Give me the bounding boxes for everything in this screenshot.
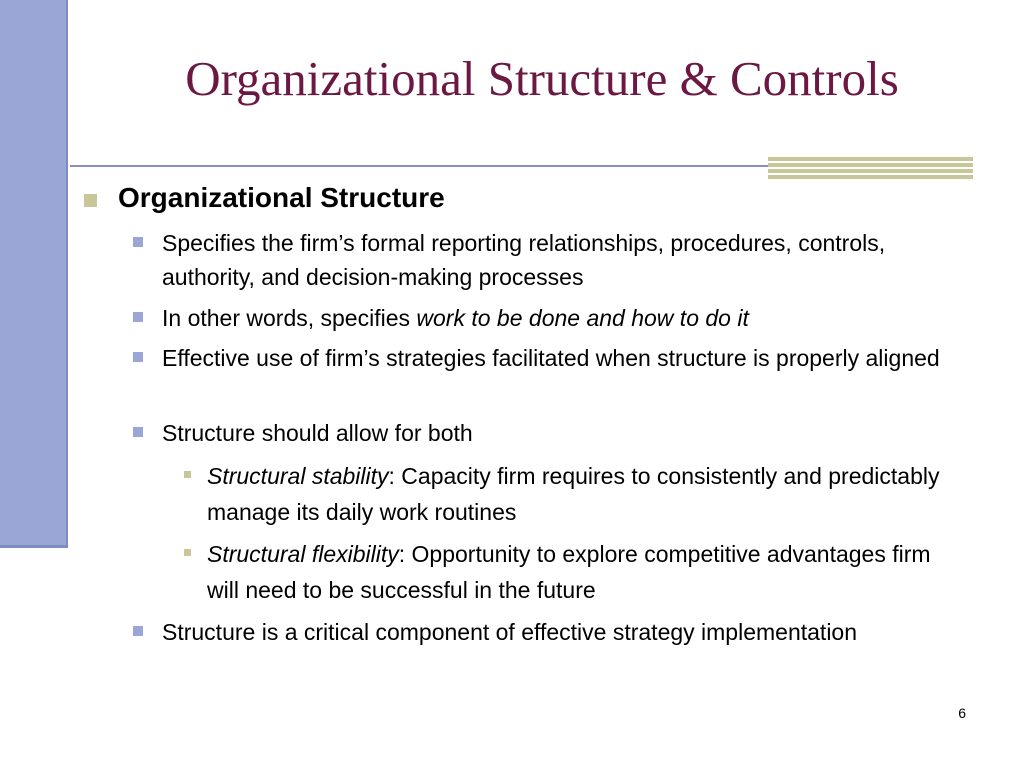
list-item [162,615,862,649]
heading-item [118,180,445,216]
list-item-text: Structure should allow for both [162,420,473,446]
square-bullet-icon [133,427,143,437]
sub-list-item-term: Structural flexibility [207,541,399,567]
page-number: 6 [958,705,966,721]
list-item [162,341,942,375]
square-bullet-icon [184,471,191,478]
sub-list-item-description: : Opportunity to explore competitive advantages firm will need to be successful in the future [207,541,931,603]
square-bullet-icon [133,352,143,362]
list-item [162,301,962,335]
sub-list-item-description: : Capacity firm requires to consistently and predictably manage its daily work routines [207,463,940,525]
sub-list-item [207,458,1012,530]
list-item-text: Specifies the firm’s formal reporting relationships, procedures, controls, authority, and decision-making processes [162,230,886,290]
list-item-text: Effective use of firm’s strategies facilitated when structure is properly aligned [162,345,940,371]
list-item-text: Structure is a critical component of effective strategy implementation [162,619,858,645]
heading-text: Organizational Structure [118,182,445,213]
sub-list-item [207,536,967,608]
list-item [162,226,962,294]
square-bullet-icon [184,549,191,556]
sub-list-item-text [207,458,1012,530]
slide-title: Organizational Structure & Controls [185,51,899,106]
square-bullet-icon [133,312,143,322]
square-bullet-icon [133,237,143,247]
list-item [162,416,962,450]
list-item-text [162,301,962,335]
sub-list-item-term: Structural stability [207,463,389,489]
list-item-prefix: In other words, specifies [162,305,417,331]
square-bullet-icon [133,626,143,636]
sub-list-item-text [207,536,967,608]
list-item-emphasis: work to be done and how to do it [416,305,749,331]
square-bullet-icon [84,194,97,207]
